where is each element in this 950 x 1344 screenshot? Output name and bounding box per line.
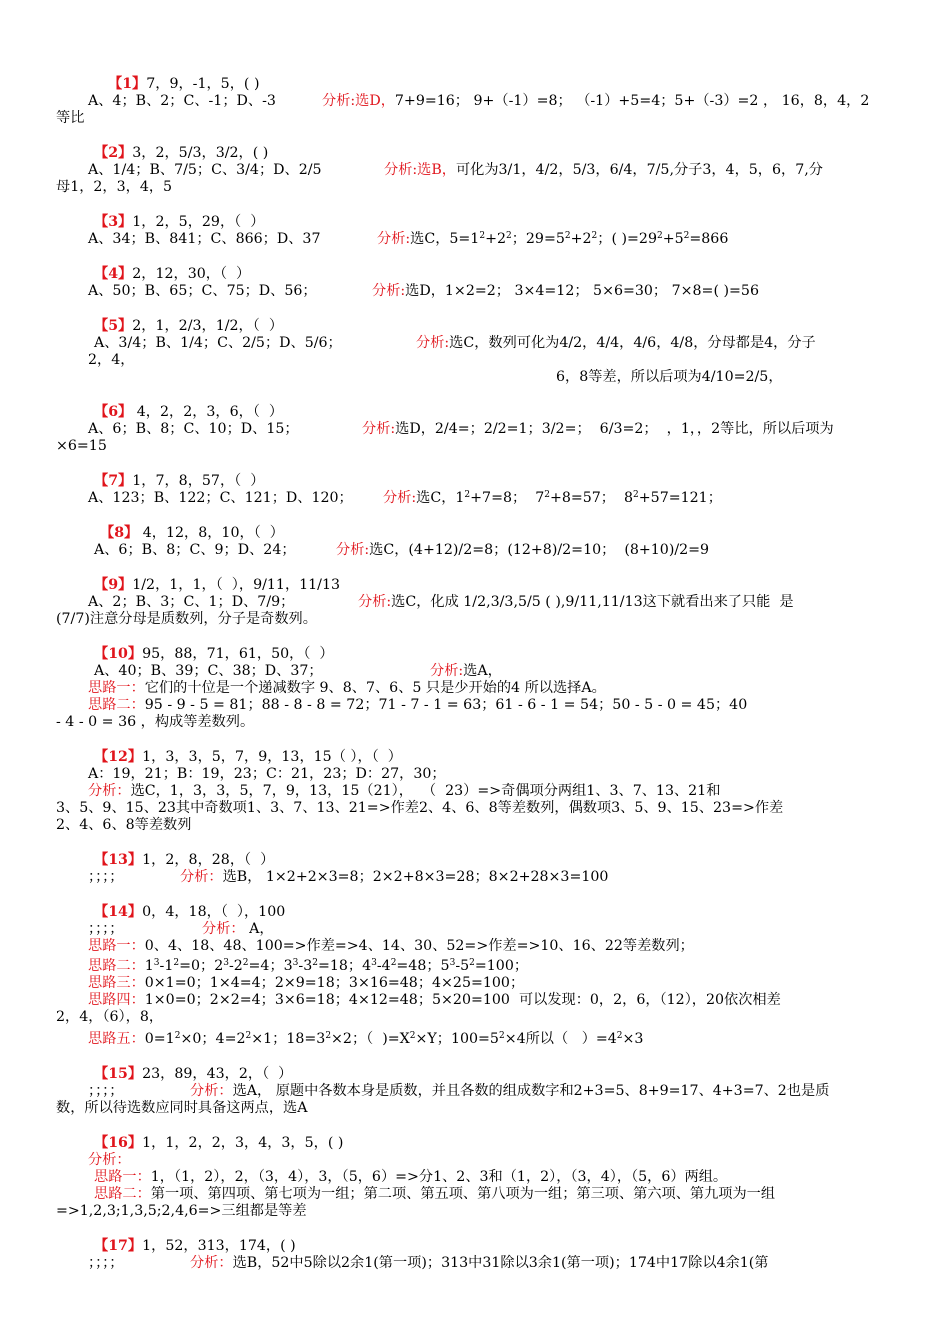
problem-6-analysis: 分析:选D，2/4=；2/2=1；3/2=； 6/3=2； ，1，，2等比，所以后项为 <box>362 421 834 437</box>
problem-10-analysis: 分析:选A， <box>430 663 502 679</box>
problem-16-analysis: 分析： <box>88 1152 131 1168</box>
problem-6-options: A、6；B、8；C、10；D、15； <box>88 421 299 437</box>
problem-13-analysis: 分析：选B， 1×2+2×3=8；2×2+8×3=28；8×2+28×3=100 <box>180 869 609 885</box>
problem-6-analysis-cont: ×6=15 <box>56 438 107 454</box>
problem-13-question: 【13】1，2，8，28，（ ） <box>94 852 275 868</box>
problem-14-idea-5: 思路五：$0=1^2\times 0$；$4=2^2\times 1$；$18=3^2\times 2$；（ )$=X^2\times Y$；$100=5^2\times 4$所以（ ）$=4^2\times 3$ <box>88 1031 644 1047</box>
problem-9-analysis-cont: (7/7)注意分母是质数列，分子是奇数列。 <box>56 611 317 627</box>
problem-14-analysis: 分析： A， <box>202 921 274 937</box>
problem-16-idea-1: 思路一：1，（1，2），2，（3，4），3，（5，6）=>分1、2、3和（1，2），（3，4），（5，6）两组。 <box>94 1169 728 1185</box>
problem-12-analysis-cont2: 2、4、6、8等差数列 <box>56 817 192 833</box>
problem-3-analysis: 分析:选C，$5=1^2+2^2$；$29=5^2+2^2$；( )$=29^2+5^2=866$ <box>377 231 729 247</box>
problem-5-question: 【5】2，1，2/3，1/2，（ ） <box>94 318 284 334</box>
problem-7-options: A、123；B、122；C、121；D、120； <box>88 490 353 506</box>
problem-1-analysis-cont: 等比 <box>56 110 85 126</box>
problem-15-options: ；；；； <box>88 1083 124 1099</box>
problem-2-analysis-cont: 母1，2，3，4，5 <box>56 179 173 195</box>
problem-13-options: ；；；； <box>88 869 124 885</box>
problem-3-question: 【3】1，2，5，29，（ ） <box>94 214 265 230</box>
problem-8-options: A、6；B、8；C、9；D、24； <box>94 542 296 558</box>
problem-5-options: A、3/4；B、1/4；C、2/5；D、5/6； <box>94 335 342 351</box>
problem-16-question: 【16】1，1，2，2，3，4，3，5，( ) <box>94 1135 344 1151</box>
problem-4-question: 【4】2，12，30，（ ） <box>94 266 251 282</box>
problem-16-idea-2: 思路二：第一项、第四项、第七项为一组；第二项、第五项、第八项为一组；第三项、第六项、第九项为一组 <box>94 1186 776 1202</box>
problem-9-options: A、2；B、3；C、1；D、7/9； <box>88 594 295 610</box>
problem-9-analysis: 分析:选C，化成 1/2,3/3,5/5 ( ),9/11,11/13这下就看出来了只能 是 <box>358 594 794 610</box>
problem-4-analysis: 分析:选D，1×2=2； 3×4=12； 5×6=30； 7×8=( )=56 <box>372 283 759 299</box>
problem-17-options: ；；；； <box>88 1255 124 1271</box>
problem-14-idea-1: 思路一：0、4、18、48、100=>作差=>4、14、30、52=>作差=>10、16、22等差数列； <box>88 938 694 954</box>
problem-6-question: 【6】 4，2，2，3，6，（ ） <box>94 404 284 420</box>
problem-17-analysis: 分析：选B，52中5除以2余1(第一项)；313中31除以3余1(第一项)；174中17除以4余1(第 <box>190 1255 769 1271</box>
problem-14-idea-4: 思路四：1×0=0；2×2=4；3×6=18；4×12=48；5×20=100 可以发现：0，2，6，（12），20依次相差 <box>88 992 781 1008</box>
problem-10-idea-1: 思路一：它们的十位是一个递减数字 9、8、7、6、5 只是少开始的4 所以选择A。 <box>88 680 606 696</box>
problem-1-options: A、4；B、2；C、-1；D、-3 <box>88 93 276 109</box>
problem-8-question: 【8】 4，12，8，10，（ ） <box>100 525 284 541</box>
problem-15-analysis-cont: 数，所以待选数应同时具备这两点，选A <box>56 1100 308 1116</box>
problem-5-analysis-cont2: 6，8等差，所以后项为4/10=2/5， <box>556 369 783 385</box>
problem-15-analysis: 分析：选A， 原题中各数本身是质数，并且各数的组成数字和2+3=5、8+9=17、4+3=7、2也是质 <box>190 1083 830 1099</box>
problem-7-analysis: 分析:选C，$1^2+7=8$； $7^2+8=57$； $8^2+57=121$； <box>383 490 722 506</box>
problem-12-options: A：19，21；B：19，23；C：21，23；D：27，30； <box>88 766 446 782</box>
problem-1-question: 【1】7，9，-1，5，( ) <box>108 76 260 92</box>
problem-12-analysis: 分析：选C，1，3，3，5，7，9，13，15（21）， （ 23）=>奇偶项分两组1、3、7、13、21和 <box>88 783 721 799</box>
problem-10-options: A、40；B、39；C、38；D、37； <box>94 663 323 679</box>
problem-3-options: A、34；B、841；C、866；D、37 <box>88 231 321 247</box>
problem-14-idea-2: 思路二：$1^3-1^2=0$；$2^3-2^2=4$；$3^3-3^2=18$；$4^3-4^2=48$；$5^3-5^2=100$； <box>88 958 529 974</box>
problem-2-question: 【2】3，2，5/3，3/2，( ) <box>94 145 269 161</box>
problem-14-idea-4-cont: 2，4，（6），8， <box>56 1009 164 1025</box>
problem-12-analysis-cont: 3、5、9、15、23其中奇数项1、3、7、13、21=>作差2、4、6、8等差数列，偶数项3、5、9、15、23=>作差 <box>56 800 784 816</box>
problem-15-question: 【15】23，89，43，2，（ ） <box>94 1066 293 1082</box>
problem-14-idea-3: 思路三：0×1=0；1×4=4；2×9=18；3×16=48；4×25=100； <box>88 975 525 991</box>
problem-10-idea-2: 思路二：95 - 9 - 5 = 81；88 - 8 - 8 = 72；71 - 7 - 1 = 63；61 - 6 - 1 = 54；50 - 5 - 0 = 45；40 <box>88 697 748 713</box>
problem-10-idea-2-cont: - 4 - 0 = 36 ，构成等差数列。 <box>56 714 255 730</box>
problem-14-question: 【14】0，4，18，（ ），100 <box>94 904 286 920</box>
problem-5-analysis: 分析:选C，数列可化为4/2，4/4，4/6，4/8，分母都是4，分子 <box>416 335 816 351</box>
problem-7-question: 【7】1，7，8，57，（ ） <box>94 473 265 489</box>
problem-5-analysis-cont: 2，4， <box>88 352 135 368</box>
problem-12-question: 【12】1，3，3，5，7，9，13，15（ ），（ ） <box>94 749 402 765</box>
problem-8-analysis: 分析:选C，(4+12)/2=8；(12+8)/2=10； (8+10)/2=9 <box>336 542 710 558</box>
problem-2-options: A、1/4；B、7/5；C、3/4；D、2/5 <box>88 162 322 178</box>
problem-14-options: ；；；； <box>88 921 124 937</box>
problem-4-options: A、50；B、65；C、75；D、56； <box>88 283 317 299</box>
problem-17-question: 【17】1，52，313，174，( ) <box>94 1238 296 1254</box>
problem-16-idea-2-cont: =>1,2,3;1,3,5;2,4,6=>三组都是等差 <box>56 1203 307 1219</box>
problem-10-question: 【10】95，88，71，61，50，（ ） <box>94 646 334 662</box>
problem-1-analysis: 分析:选D，7+9=16； 9+（-1）=8； （-1）+5=4；5+（-3）=2 ， 16，8，4，2 <box>322 93 870 109</box>
problem-9-question: 【9】1/2，1，1，（ ），9/11，11/13 <box>94 577 341 593</box>
problem-2-analysis: 分析:选B，可化为3/1，4/2，5/3，6/4，7/5,分子3，4，5，6，7,分 <box>384 162 823 178</box>
